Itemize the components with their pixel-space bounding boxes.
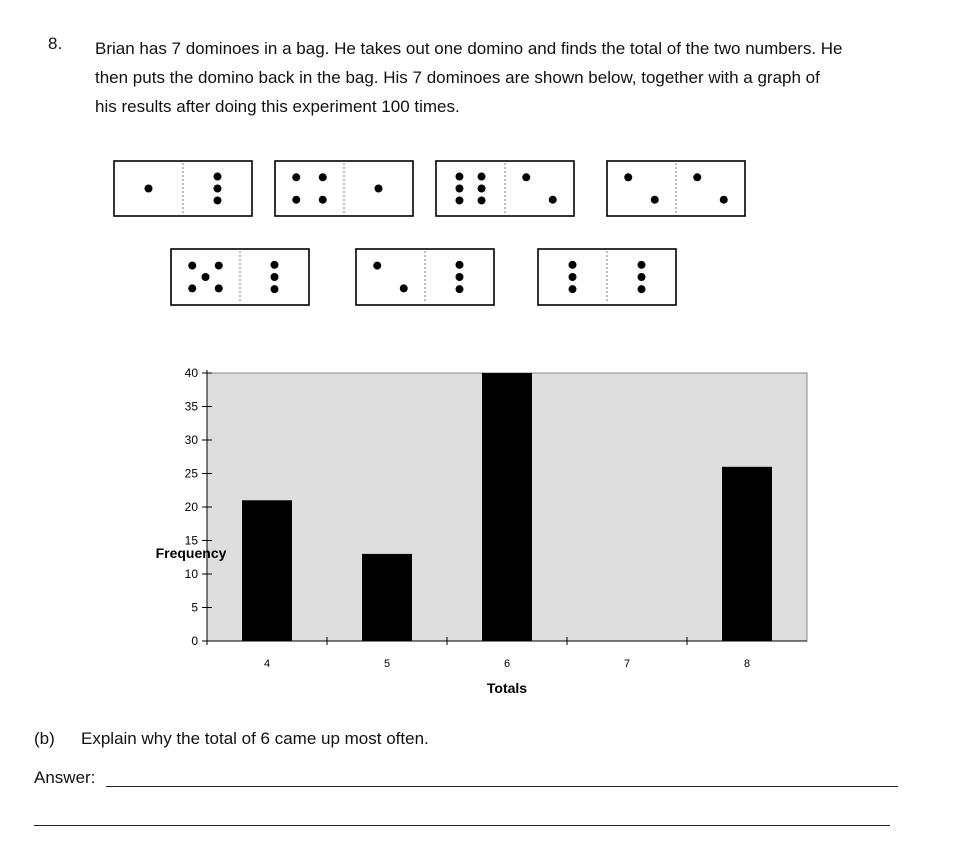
domino-pip xyxy=(720,196,728,204)
domino-pip xyxy=(271,273,279,281)
domino-pip xyxy=(145,185,153,193)
domino-6 xyxy=(356,249,494,305)
domino-pip xyxy=(569,261,577,269)
bar-total-4 xyxy=(242,500,292,641)
domino-pip xyxy=(202,273,210,281)
frequency-bar-chart xyxy=(156,366,807,696)
domino-3 xyxy=(436,161,574,216)
domino-pip xyxy=(292,196,300,204)
domino-pip xyxy=(455,173,463,181)
domino-pip xyxy=(478,196,486,204)
y-tick-label: 30 xyxy=(184,433,198,447)
domino-pip xyxy=(478,173,486,181)
question-line-2: then puts the domino back in the bag. His 7 dominoes are shown below, together with a graph of xyxy=(95,68,820,87)
domino-pip xyxy=(638,261,646,269)
y-tick-label: 20 xyxy=(184,500,198,514)
domino-pip xyxy=(456,261,464,269)
domino-pip xyxy=(292,173,300,181)
y-tick-label: 10 xyxy=(184,567,198,581)
domino-pip xyxy=(455,196,463,204)
domino-pip xyxy=(456,285,464,293)
domino-pip xyxy=(319,173,327,181)
domino-pip xyxy=(215,262,223,270)
y-tick-label: 15 xyxy=(184,533,198,548)
domino-4 xyxy=(607,161,745,216)
y-tick-label: 25 xyxy=(184,466,198,481)
domino-pip xyxy=(638,273,646,281)
answer-line-2[interactable] xyxy=(34,825,890,826)
y-axis-label: Frequency xyxy=(155,545,227,561)
question-line-3: his results after doing this experiment 100 times. xyxy=(95,97,460,116)
domino-pip xyxy=(638,285,646,293)
bar-total-5 xyxy=(362,554,412,641)
domino-pip xyxy=(624,173,632,181)
domino-pip xyxy=(373,262,381,270)
dominoes-group xyxy=(114,161,745,305)
domino-5 xyxy=(171,249,309,305)
domino-pip xyxy=(319,196,327,204)
domino-pip xyxy=(456,273,464,281)
domino-pip xyxy=(271,261,279,269)
y-tick-label: 5 xyxy=(191,600,198,615)
x-tick-label: 4 xyxy=(263,658,271,670)
answer-label: Answer: xyxy=(34,768,96,787)
domino-pip xyxy=(215,284,223,292)
domino-pip xyxy=(271,285,279,293)
domino-pip xyxy=(214,173,222,181)
bar-total-6 xyxy=(482,373,532,641)
part-b-question xyxy=(34,729,429,749)
y-tick-label: 0 xyxy=(191,634,198,648)
domino-pip xyxy=(455,185,463,193)
answer-line-1[interactable] xyxy=(106,786,898,787)
x-tick-label: 7 xyxy=(623,658,631,670)
part-b-label: (b) xyxy=(34,729,55,748)
domino-pip xyxy=(569,273,577,281)
x-axis-label: Totals xyxy=(486,680,528,696)
domino-pip xyxy=(651,196,659,204)
x-tick-label: 5 xyxy=(383,658,391,670)
domino-7 xyxy=(538,249,676,305)
domino-2 xyxy=(275,161,413,216)
domino-pip xyxy=(693,173,701,181)
y-tick-label: 35 xyxy=(184,399,198,414)
domino-pip xyxy=(569,285,577,293)
bar-total-8 xyxy=(722,467,772,641)
domino-pip xyxy=(522,173,530,181)
domino-pip xyxy=(375,185,383,193)
question-number: 8. xyxy=(48,34,63,53)
domino-pip xyxy=(400,284,408,292)
x-tick-label: 8 xyxy=(743,658,751,670)
domino-pip xyxy=(214,196,222,204)
domino-pip xyxy=(549,196,557,204)
domino-pip xyxy=(188,262,196,270)
question-line-1: Brian has 7 dominoes in a bag. He takes out one domino and finds the total of the two numbers. He xyxy=(95,39,843,58)
domino-pip xyxy=(188,284,196,292)
domino-1 xyxy=(114,161,252,216)
domino-pip xyxy=(478,185,486,193)
part-b-text: Explain why the total of 6 came up most often. xyxy=(81,729,429,748)
y-tick-label: 40 xyxy=(184,366,198,380)
x-tick-label: 6 xyxy=(503,658,511,670)
domino-pip xyxy=(214,185,222,193)
